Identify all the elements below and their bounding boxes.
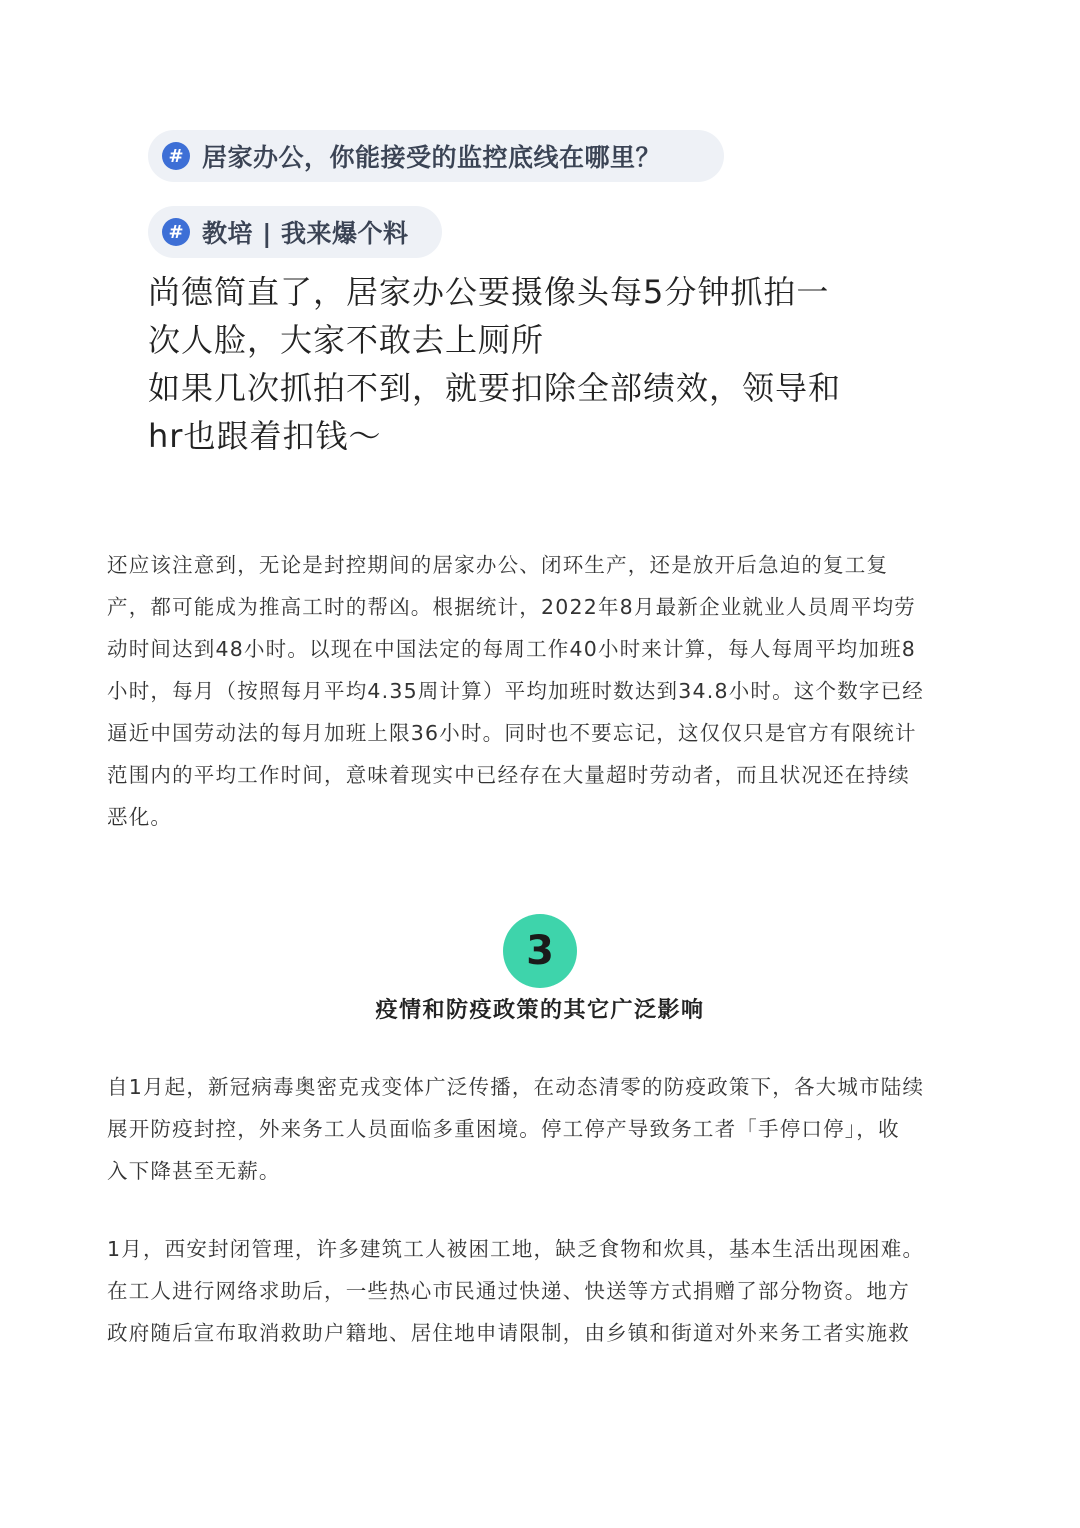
topic-tag-label: 居家办公，你能接受的监控底线在哪里？	[202, 143, 662, 172]
paragraph-line: 产，都可能成为推高工时的帮凶。根据统计，2022年8月最新企业就业人员周平均劳	[107, 595, 917, 619]
hashtag-icon: #	[162, 142, 190, 170]
paragraph-line: 1月，西安封闭管理，许多建筑工人被困工地，缺乏食物和炊具，基本生活出现困难。	[107, 1237, 925, 1261]
post-line: 尚德简直了，居家办公要摄像头每5分钟抓拍一	[148, 273, 830, 311]
paragraph-line: 逼近中国劳动法的每月加班上限36小时。同时也不要忘记，这仅仅只是官方有限统计	[107, 721, 917, 745]
embedded-post-screenshot	[140, 118, 900, 478]
article-paragraph-xian	[107, 1228, 977, 1354]
section-number-badge: 3	[503, 914, 577, 988]
paragraph-line: 范围内的平均工作时间，意味着现实中已经存在大量超时劳动者，而且状况还在持续	[107, 763, 910, 787]
paragraph-line: 小时，每月（按照每月平均4.35周计算）平均加班时数达到34.8小时。这个数字已经	[107, 679, 924, 703]
topic-tag-label: 教培 | 我来爆个料	[202, 219, 409, 248]
paragraph-line: 入下降甚至无薪。	[107, 1159, 281, 1183]
paragraph-line: 自1月起，新冠病毒奥密克戎变体广泛传播，在动态清零的防疫政策下，各大城市陆续	[107, 1075, 925, 1099]
article-paragraph-working-hours	[107, 544, 977, 838]
paragraph-line: 还应该注意到，无论是封控期间的居家办公、闭环生产，还是放开后急迫的复工复	[107, 553, 889, 577]
paragraph-line: 展开防疫封控，外来务工人员面临多重困境。停工停产导致务工者「手停口停」，收	[107, 1117, 900, 1141]
hashtag-icon: #	[162, 218, 190, 246]
paragraph-line: 恶化。	[107, 805, 173, 829]
paragraph-line: 在工人进行网络求助后，一些热心市民通过快递、快送等方式捐赠了部分物资。地方	[107, 1279, 910, 1303]
paragraph-line: 动时间达到48小时。以现在中国法定的每周工作40小时来计算，每人每周平均加班8	[107, 637, 917, 661]
topic-tag-education[interactable]	[148, 206, 442, 258]
post-body	[148, 268, 898, 460]
paragraph-line: 政府随后宣布取消救助户籍地、居住地申请限制，由乡镇和街道对外来务工者实施救	[107, 1321, 910, 1345]
post-line: 次人脸，大家不敢去上厕所	[148, 321, 545, 359]
post-line: 如果几次抓拍不到，就要扣除全部绩效，领导和	[148, 369, 842, 407]
post-line: hr也跟着扣钱～	[148, 417, 382, 455]
topic-tag-remote-monitoring[interactable]	[148, 130, 724, 182]
section-title: 疫情和防疫政策的其它广泛影响	[375, 998, 705, 1023]
article-paragraph-omicron	[107, 1066, 977, 1192]
